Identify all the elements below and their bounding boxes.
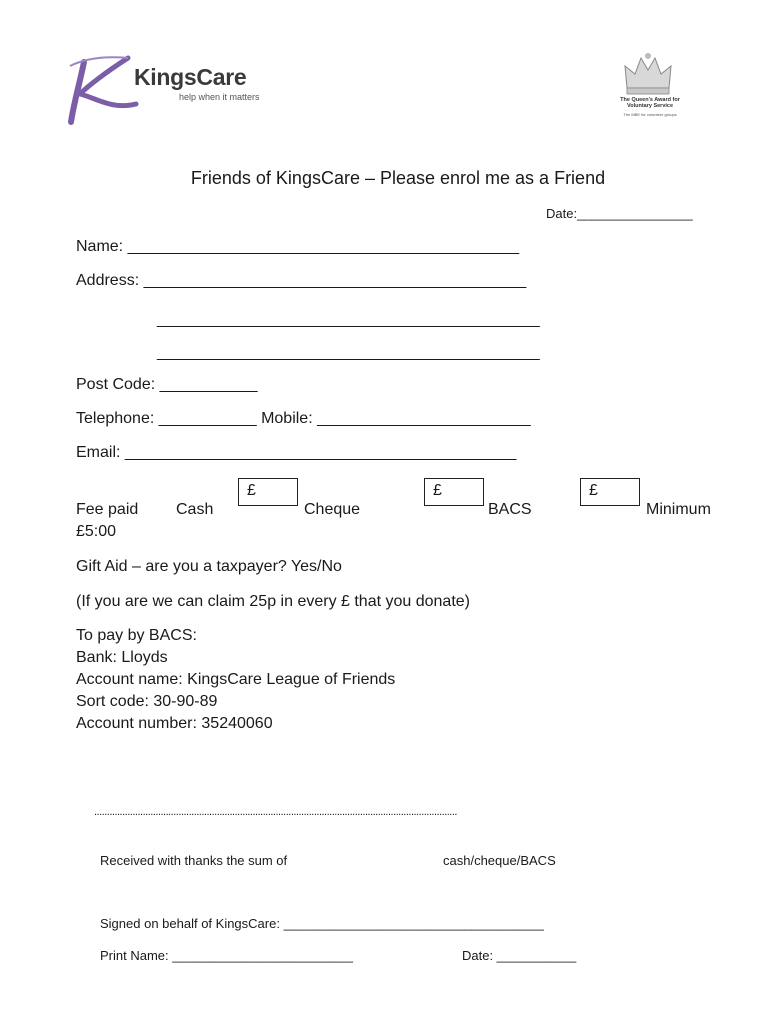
logo-tagline: help when it matters xyxy=(179,92,260,102)
award-subtitle: The MBE for volunteer groups xyxy=(623,112,677,117)
gift-aid-question: Gift Aid – are you a taxpayer? Yes/No xyxy=(76,558,342,575)
receipt-date-field[interactable]: Date: ___________ xyxy=(462,948,577,963)
address-line-2[interactable]: ___________________________________________ xyxy=(157,311,540,328)
signed-field[interactable]: Signed on behalf of KingsCare: ____________________________________ xyxy=(100,916,544,931)
fee-paid-label: Fee paid xyxy=(76,501,139,518)
cut-line: .............................................................................................................................................. xyxy=(94,806,457,818)
account-number: Account number: 35240060 xyxy=(76,715,273,732)
cheque-label: Cheque xyxy=(304,501,361,518)
crown-icon xyxy=(615,48,681,120)
logo-name: KingsCare xyxy=(134,64,247,90)
sort-code: Sort code: 30-90-89 xyxy=(76,693,218,710)
account-name: Account name: KingsCare League of Friends xyxy=(76,671,396,688)
print-name-field[interactable]: Print Name: _________________________ xyxy=(100,948,353,963)
address-field[interactable]: Address: ___________________________________________ xyxy=(76,272,527,289)
bank-name: Bank: Lloyds xyxy=(76,649,168,666)
address-line-3[interactable]: ___________________________________________ xyxy=(157,344,540,361)
received-text: Received with thanks the sum of xyxy=(100,853,288,868)
pound-sign: £ xyxy=(433,482,442,499)
email-field[interactable]: Email: ____________________________________________ xyxy=(76,444,517,461)
bacs-label: BACS xyxy=(488,501,532,518)
minimum-label: Minimum xyxy=(646,501,711,518)
payment-method-text: cash/cheque/BACS xyxy=(443,853,556,868)
name-field[interactable]: Name: ____________________________________________ xyxy=(76,238,520,255)
gift-aid-note: (If you are we can claim 25p in every £ that you donate) xyxy=(76,593,470,610)
minimum-amount: £5:00 xyxy=(76,523,117,540)
cash-amount-box[interactable] xyxy=(238,478,298,506)
date-field[interactable]: Date:________________ xyxy=(546,206,693,221)
form-title: Friends of KingsCare – Please enrol me as a Friend xyxy=(190,168,606,188)
postcode-field[interactable]: Post Code: ___________ xyxy=(76,376,258,393)
bacs-heading: To pay by BACS: xyxy=(76,627,197,644)
telephone-mobile-field[interactable]: Telephone: ___________ Mobile: ________________________ xyxy=(76,410,531,427)
pound-sign: £ xyxy=(247,482,256,499)
cash-label: Cash xyxy=(176,501,214,518)
cheque-amount-box[interactable] xyxy=(424,478,484,506)
award-title: The Queen's Award for Voluntary Service xyxy=(620,97,680,109)
bacs-amount-box[interactable] xyxy=(580,478,640,506)
pound-sign: £ xyxy=(589,482,598,499)
